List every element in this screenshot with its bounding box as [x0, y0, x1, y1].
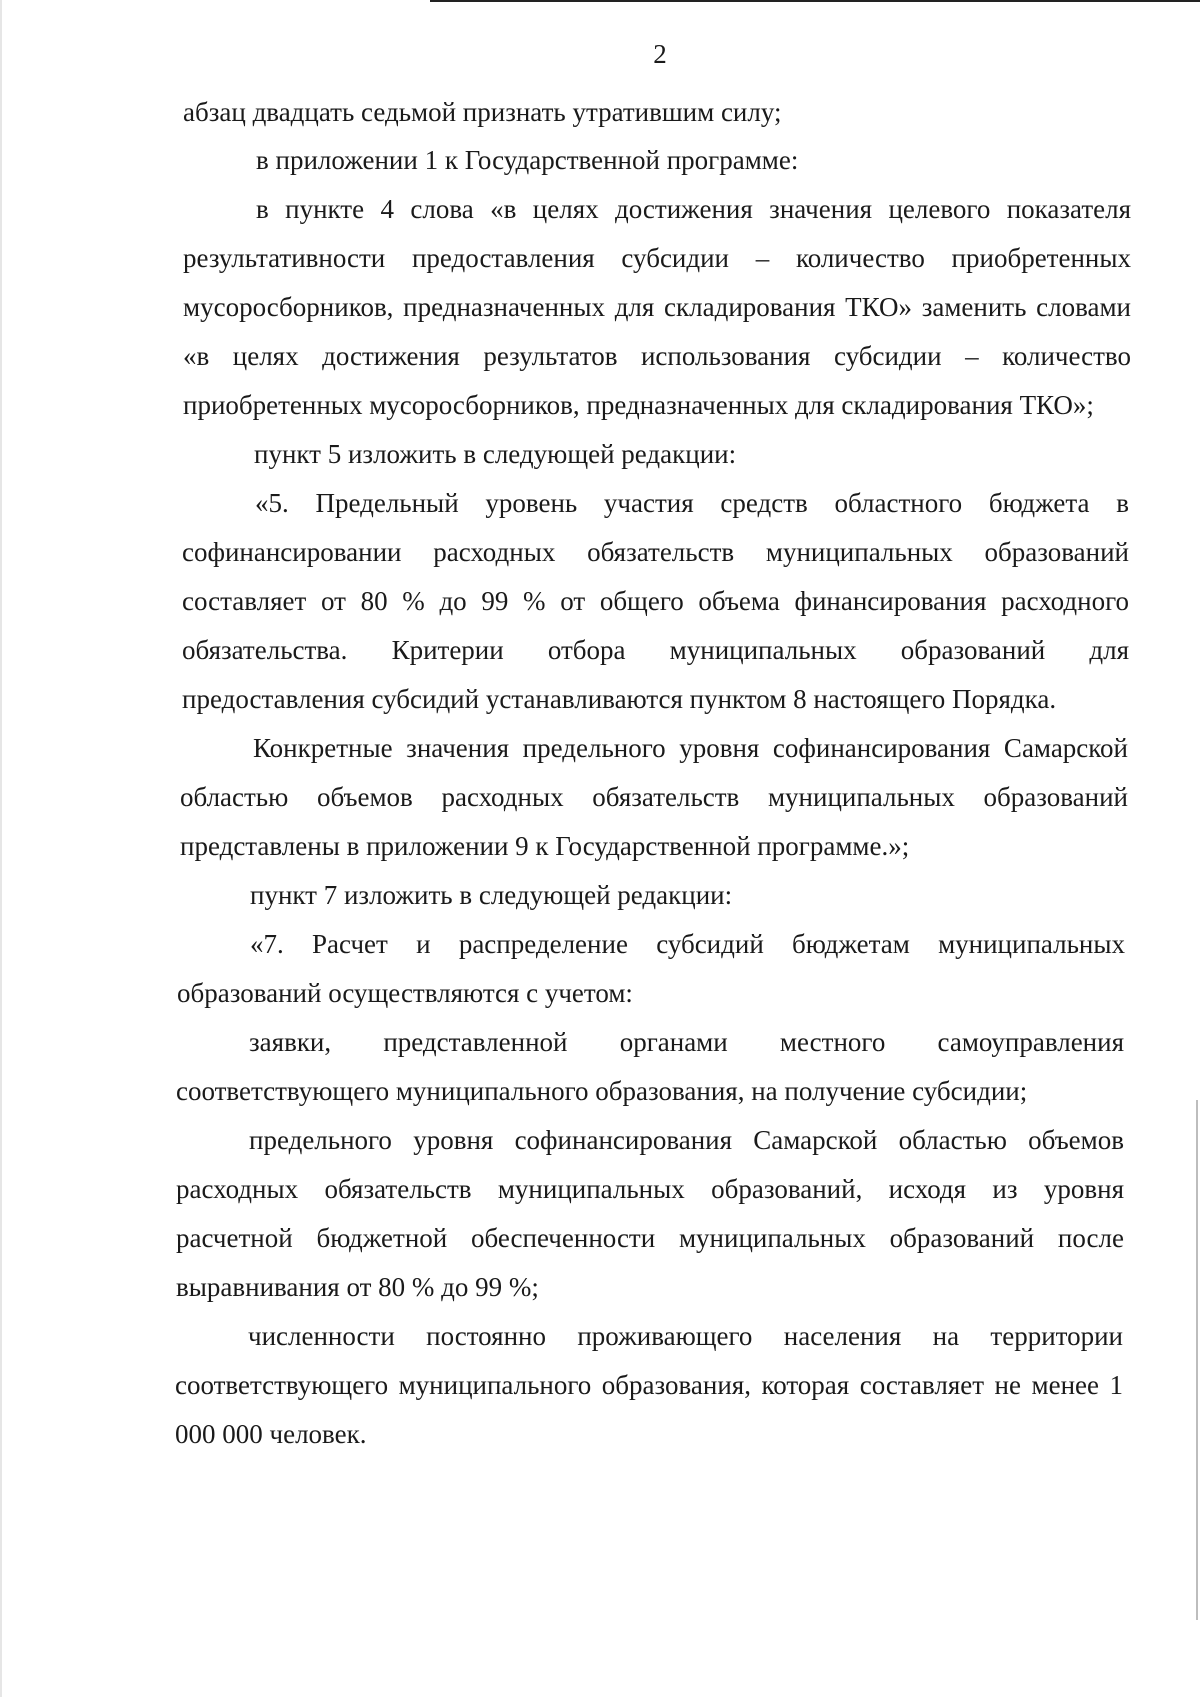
paragraph-9: заявки, представленной органами местного самоуправления соответствующего муниципального образования, на получение субсидии;	[176, 1027, 1124, 1106]
paragraph-3: в пункте 4 слова «в целях достижения значения целевого показателя результативности предоставления субсидии – количество приобретенных мусоросборников, предназначенных для складирования ТКО» заменить словами «в целях достижения результатов использования субсидии – количество приобретенных мусоросборников, предназначенных для складирования ТКО»;	[183, 194, 1131, 420]
paragraph-7: пункт 7 изложить в следующей редакции:	[250, 880, 733, 910]
paragraph-5: «5. Предельный уровень участия средств областного бюджета в софинансировании расходных обязательств муниципальных образований составляет от 80 % до 99 % от общего объема финансирования расходного обязательства. Критерии отбора муниципальных образований для предоставления субсидий устанавливаются пунктом 8 настоящего Порядка.	[182, 488, 1129, 714]
paragraph-4: пункт 5 изложить в следующей редакции:	[254, 439, 737, 469]
paragraph-10: предельного уровня софинансирования Самарской областью объемов расходных обязательств муниципальных образований, исходя из уровня расчетной бюджетной обеспеченности муниципальных образований после выравнивания от 80 % до 99 %;	[176, 1125, 1124, 1302]
paragraph-11: численности постоянно проживающего населения на территории соответствующего муниципального образования, которая составляет не менее 1 000 000 человек.	[175, 1321, 1123, 1449]
paragraph-2: в приложении 1 к Государственной программе:	[256, 145, 799, 175]
document-body	[0, 88, 1200, 1459]
paragraph-6: Конкретные значения предельного уровня софинансирования Самарской областью объемов расходных обязательств муниципальных образований представлены в приложении 9 к Государственной программе.»;	[180, 733, 1128, 861]
paragraph-8: «7. Расчет и распределение субсидий бюджетам муниципальных образований осуществляются с учетом:	[177, 929, 1125, 1008]
paragraph-1: абзац двадцать седьмой признать утратившим силу;	[183, 97, 782, 127]
page-number: 2	[653, 39, 667, 69]
scan-top-rule	[430, 0, 1200, 2]
